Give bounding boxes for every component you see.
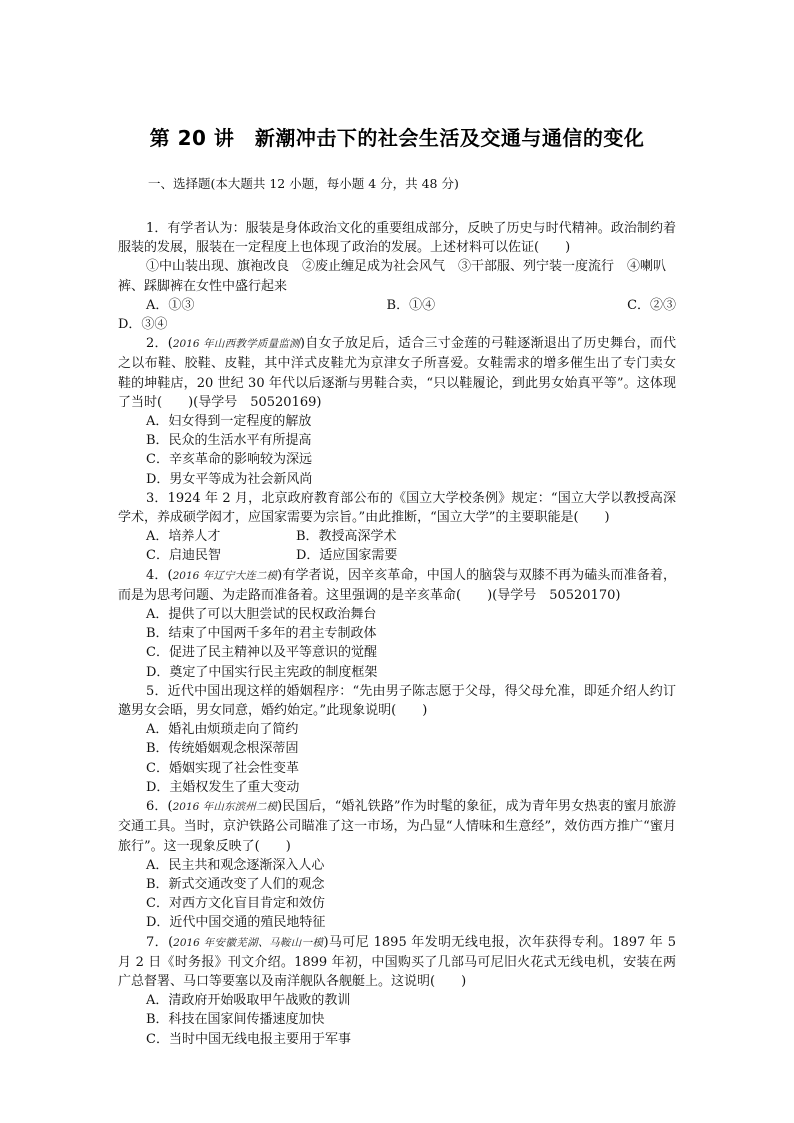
option-d: D．奠定了中国实行民主宪政的制度框架	[146, 664, 378, 680]
option-a: A．婚礼由烦琐走向了简约	[146, 722, 299, 738]
option-c: C．启迪民智	[146, 548, 221, 564]
question-text: )马可尼 1895 年发明无线电报，次年获得专利。1897 年 5 月 2 日《时务报》刊文介绍。1899 年初，中国购买了几部马可尼旧火花式无线电机，安装在两广总督署、马口等要塞以及南洋舰队各舰艇上。这说明( )	[118, 934, 676, 989]
options-row	[118, 546, 676, 565]
option-d: D．近代中国交通的殖民地特征	[146, 915, 326, 931]
question-text: )民国后，“婚礼铁路”作为时髦的象征，成为青年男女热衷的蜜月旅游交通工具。当时，京沪铁路公司瞄准了这一市场，为凸显“人情味和生意经”，效仿西方推广“蜜月旅行”。这一现象反映了( )	[118, 799, 676, 854]
question-number: 6．(	[146, 799, 173, 815]
option-c: C．②③	[627, 297, 677, 313]
question-stem	[118, 566, 676, 605]
option-a: A．民主共和观念逐渐深入人心	[146, 857, 325, 873]
question-4	[118, 566, 676, 682]
question-6	[118, 797, 676, 932]
question-source: 2016 年安徽芜湖、马鞍山一模	[173, 936, 324, 949]
question-1	[118, 219, 676, 334]
question-number: 2．(	[146, 336, 173, 352]
options-row	[118, 296, 676, 315]
option-c: C．促进了民主精神以及平等意识的觉醒	[146, 645, 377, 661]
question-source: 2016 年山西教学质量监测	[172, 338, 300, 351]
question-stem	[118, 797, 676, 856]
question-source: 2016 年山东滨州二模	[172, 801, 278, 814]
question-list	[118, 219, 676, 1049]
question-3	[118, 489, 676, 566]
question-stem	[118, 933, 676, 992]
option-c: C．婚姻实现了社会性变革	[146, 760, 299, 776]
option-b: B．结束了中国两千多年的君主专制政体	[146, 626, 377, 642]
option-b: B．传统婚姻观念根深蒂固	[146, 741, 299, 757]
question-7	[118, 933, 676, 1049]
option-c: C．当时中国无线电报主要用于军事	[146, 1031, 351, 1047]
option-b: B．科技在国家间传播速度加快	[146, 1012, 325, 1028]
question-5	[118, 682, 676, 797]
question-stem: 1．有学者认为：服装是身体政治文化的重要组成部分，反映了历史与时代精神。政治制约着服装的发展，服装在一定程度上也体现了政治的发展。上述材料可以佐证( )	[118, 221, 676, 256]
question-stem	[118, 334, 676, 412]
question-text: )自女子放足后，适合三寸金莲的弓鞋逐渐退出了历史舞台，而代之以布鞋、胶鞋、皮鞋，其中洋式皮鞋尤为京津女子所喜爱。女鞋需求的增多催生出了专门卖女鞋的坤鞋店，20 世纪 30 年代以后逐渐与男鞋合卖，“只以鞋履论，到此男女始真平等”。这体现了当时( )(导学号 50520169)	[118, 336, 677, 410]
question-number: 4．(	[146, 567, 173, 583]
options-row	[118, 527, 676, 546]
option-a: A．提供了可以大胆尝试的民权政治舞台	[146, 607, 377, 623]
option-a: A．妇女得到一定程度的解放	[146, 414, 312, 430]
option-a: A．清政府开始吸取甲午战败的教训	[146, 993, 351, 1009]
question-stem: 3．1924 年 2 月，北京政府教育部公布的《国立大学校条例》规定：“国立大学以教授高深学术，养成硕学闳才，应国家需要为宗旨。”由此推断，“国立大学”的主要职能是( )	[118, 490, 676, 526]
question-2	[118, 334, 676, 489]
option-b: B．教授高深学术	[296, 529, 397, 545]
option-b: B．新式交通改变了人们的观念	[146, 876, 325, 892]
question-stem: 5．近代中国出现这样的婚姻程序：“先由男子陈志愿于父母，得父母允准，即延介绍人约订邀男女会晤，男女同意，婚约始定。”此现象说明( )	[118, 683, 676, 719]
option-b: B．民众的生活水平有所提高	[146, 433, 312, 449]
question-text: )有学者说，因辛亥革命，中国人的脑袋与双膝不再为磕头而准备着，而是为思考问题、为走路而准备着。这里强调的是辛亥革命( )(导学号 50520170)	[118, 567, 676, 603]
option-d: D．适应国家需要	[296, 548, 398, 564]
question-number: 7．(	[146, 934, 174, 950]
option-d: D．主婚权发生了重大变动	[146, 779, 300, 795]
option-a: A．培养人才	[146, 529, 221, 545]
page-title: 第 20 讲 新潮冲击下的社会生活及交通与通信的变化	[149, 126, 645, 150]
option-b: B．①④	[386, 297, 436, 313]
option-c: C．对西方文化盲目肯定和效仿	[146, 896, 325, 912]
option-d: D．③④	[118, 317, 168, 333]
statement-choices: ①中山装出现、旗袍改良 ②废止缠足成为社会风气 ③干部服、列宁装一度流行 ④喇叭裤、踩脚裤在女性中盛行起来	[118, 259, 667, 294]
section-heading: 一、选择题(本大题共 12 小题，每小题 4 分，共 48 分)	[148, 176, 459, 191]
question-source: 2016 年辽宁大连二模	[172, 569, 278, 582]
option-d: D．男女平等成为社会新风尚	[146, 471, 313, 487]
option-c: C．辛亥革命的影响较为深远	[146, 452, 312, 468]
option-a: A．①③	[146, 297, 195, 313]
